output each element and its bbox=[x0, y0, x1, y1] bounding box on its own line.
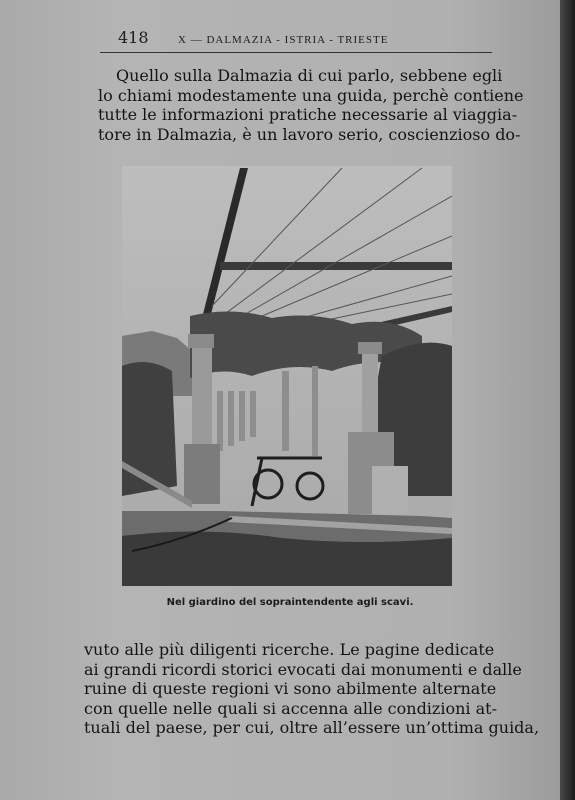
text-line: vuto alle più diligenti ricerche. Le pagine dedicate bbox=[84, 640, 495, 659]
page-number: 418 bbox=[118, 28, 149, 47]
text-line: ai grandi ricordi storici evocati dai monumenti e dalle bbox=[84, 659, 522, 679]
text-line: con quelle nelle quali si accenna alle condizioni at- bbox=[84, 698, 497, 718]
text-line: Quello sulla Dalmazia di cui parlo, sebbene egli bbox=[116, 66, 503, 85]
garden-photograph bbox=[122, 166, 452, 586]
figure-caption: Nel giardino del sopraintendente agli scavi. bbox=[166, 597, 414, 608]
text-line: tuali del paese, per cui, oltre all’essere un’ottima guida, bbox=[84, 718, 540, 737]
pergola-garden-image bbox=[122, 166, 452, 586]
book-page-edge bbox=[560, 0, 575, 800]
running-head: X — DALMAZIA - ISTRIA - TRIESTE bbox=[178, 34, 389, 46]
paragraph-bottom bbox=[84, 640, 540, 738]
text-line: ruine di queste regioni vi sono abilmente alternate bbox=[84, 679, 497, 698]
text-line: lo chiami modestamente una guida, perchè contiene bbox=[98, 85, 524, 105]
page-header bbox=[100, 26, 492, 53]
text-line: tore in Dalmazia, è un lavoro serio, coscienzioso do- bbox=[98, 124, 521, 144]
paragraph-top bbox=[98, 66, 524, 144]
text-line: tutte le informazioni pratiche necessarie al viaggia- bbox=[98, 105, 518, 124]
